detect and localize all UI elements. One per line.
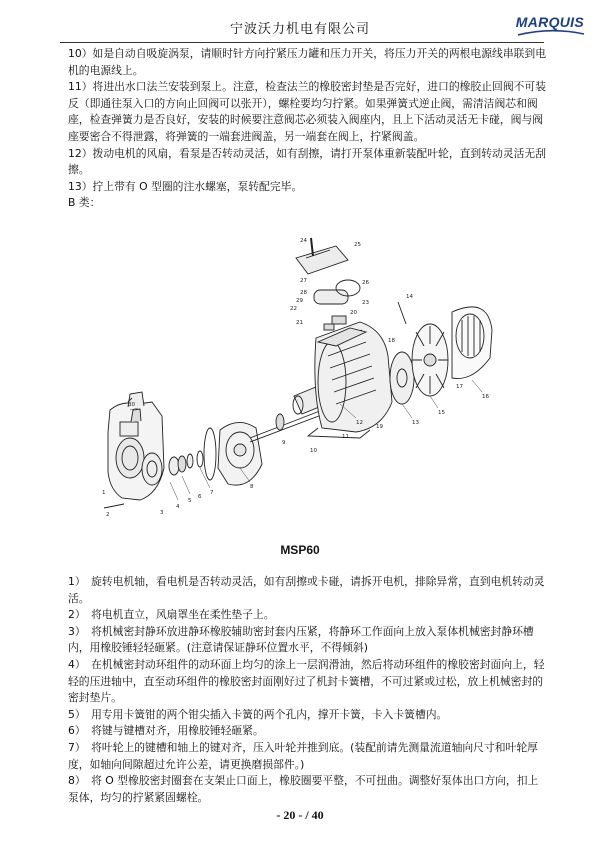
exploded-view-drawing — [100, 232, 500, 532]
part-label-30: 30 — [128, 402, 135, 408]
part-label-11: 11 — [342, 434, 349, 440]
part-label-28: 28 — [300, 290, 307, 296]
part-label-6: 6 — [198, 494, 202, 500]
part-label-9: 9 — [282, 440, 286, 446]
b-step-6: 6） 将键与键槽对齐，用橡胶锤轻砸紧。 — [68, 724, 264, 738]
part-label-5: 5 — [188, 498, 192, 504]
part-label-16: 16 — [482, 394, 489, 400]
diagram-caption: MSP60 — [280, 543, 320, 557]
part-label-10: 10 — [310, 448, 317, 454]
marquis-logo — [514, 14, 592, 40]
b-step-7: 7） 将叶轮上的键槽和轴上的键对齐，压入叶轮并推到底。(装配前请先测量流道轴向尺寸和叶轮厚度，如轴向间隙超过允许公差，请更换磨损部件。) — [68, 740, 538, 771]
part-label-18: 18 — [388, 338, 395, 344]
part-label-25: 25 — [354, 242, 361, 248]
part-label-15: 15 — [438, 410, 445, 416]
section-b-label: B 类： — [68, 196, 101, 210]
part-label-19: 19 — [376, 424, 383, 430]
part-label-8: 8 — [250, 484, 254, 490]
page-header — [0, 0, 600, 46]
part-label-26: 26 — [362, 280, 369, 286]
part-label-23: 23 — [362, 300, 369, 306]
page-number: - 20 - / 40 — [276, 808, 324, 822]
part-label-13: 13 — [412, 420, 419, 426]
b-step-8: 8） 将 O 型橡胶密封圈套在支架止口面上，橡胶圈要平整，不可扭曲。调整好泵体出口方向，扣上泵体，均匀的拧紧紧固螺栓。 — [68, 774, 539, 804]
part-label-27: 27 — [300, 278, 307, 284]
part-label-7: 7 — [210, 490, 214, 496]
part-label-12: 12 — [356, 420, 363, 426]
part-label-3: 3 — [160, 510, 164, 516]
part-label-29: 29 — [296, 298, 303, 304]
logo-text: MARQUIS — [515, 14, 584, 30]
step-12: 12）拨动电机的风扇，看泵是否转动灵活，如有刮擦，请打开泵体重新装配叶轮，直到转动灵活无刮擦。 — [68, 146, 547, 177]
step-13: 13）拧上带有 O 型圈的注水螺塞，泵转配完毕。 — [68, 179, 303, 193]
b-step-5: 5） 用专用卡簧钳的两个钳尖插入卡簧的两个孔内，撑开卡簧，卡入卡簧槽内。 — [68, 707, 448, 721]
b-step-1: 1） 旋转电机轴，看电机是否转动灵活，如有刮擦或卡碰，请拆开电机，排除异常，直到电机转动灵活。 — [68, 575, 545, 605]
part-label-2: 2 — [106, 512, 110, 518]
part-label-20: 20 — [350, 310, 357, 316]
part-label-24: 24 — [300, 238, 307, 244]
header-rule — [60, 42, 544, 43]
upper-text — [68, 46, 546, 212]
part-label-17: 17 — [456, 384, 463, 390]
step-11: 11）将进出水口法兰安装到泵上。注意，检查法兰的橡胶密封垫是否完好，进口的橡胶止回阀不可装反（即通往泵入口的方向止回阀可以张开），螺栓要均匀拧紧。如果弹簧式逆止阀，需清洁阀芯和阀座，检查弹簧力是否良好，安装的时候要注意阀芯必须装入阀座内，且上下活动灵活无卡碰，阀与阀座要密合不得泄露，将弹簧的一端套进阀盖，另一端套在阀上，拧紧阀盖。 — [68, 80, 547, 143]
part-label-22: 22 — [290, 306, 297, 312]
pump-exploded-diagram — [100, 232, 500, 532]
part-label-21: 21 — [296, 320, 303, 326]
b-step-2: 2） 将电机直立，风扇罩坐在柔性垫子上。 — [68, 608, 275, 622]
part-label-4: 4 — [176, 504, 180, 510]
part-label-1: 1 — [102, 490, 106, 496]
logo-swoosh-icon — [516, 29, 586, 37]
step-10: 10）如是自动自吸旋涡泵，请顺时针方向拧紧压力罐和压力开关，将压力开关的两根电源线串联到电机的电源线上。 — [68, 47, 547, 77]
b-step-4: 4） 在机械密封动环组件的动环面上均匀的涂上一层润滑油，然后将动环组件的橡胶密封面向上，轻轻的压进轴中，直至动环组件的橡胶密封面刚好过了机封卡簧槽，不可过紧或过松，放上机械密封的密封垫片。 — [68, 657, 545, 705]
company-name: 宁波沃力机电有限公司 — [229, 22, 370, 37]
part-label-14: 14 — [406, 294, 413, 300]
b-step-3: 3） 将机械密封静环放进静环橡胶辅助密封套内压紧，将静环工作面向上放入泵体机械密封静环槽内，用橡胶锤轻轻砸紧。(注意请保证静环位置水平，不得倾斜) — [68, 624, 534, 655]
lower-text — [68, 574, 546, 806]
